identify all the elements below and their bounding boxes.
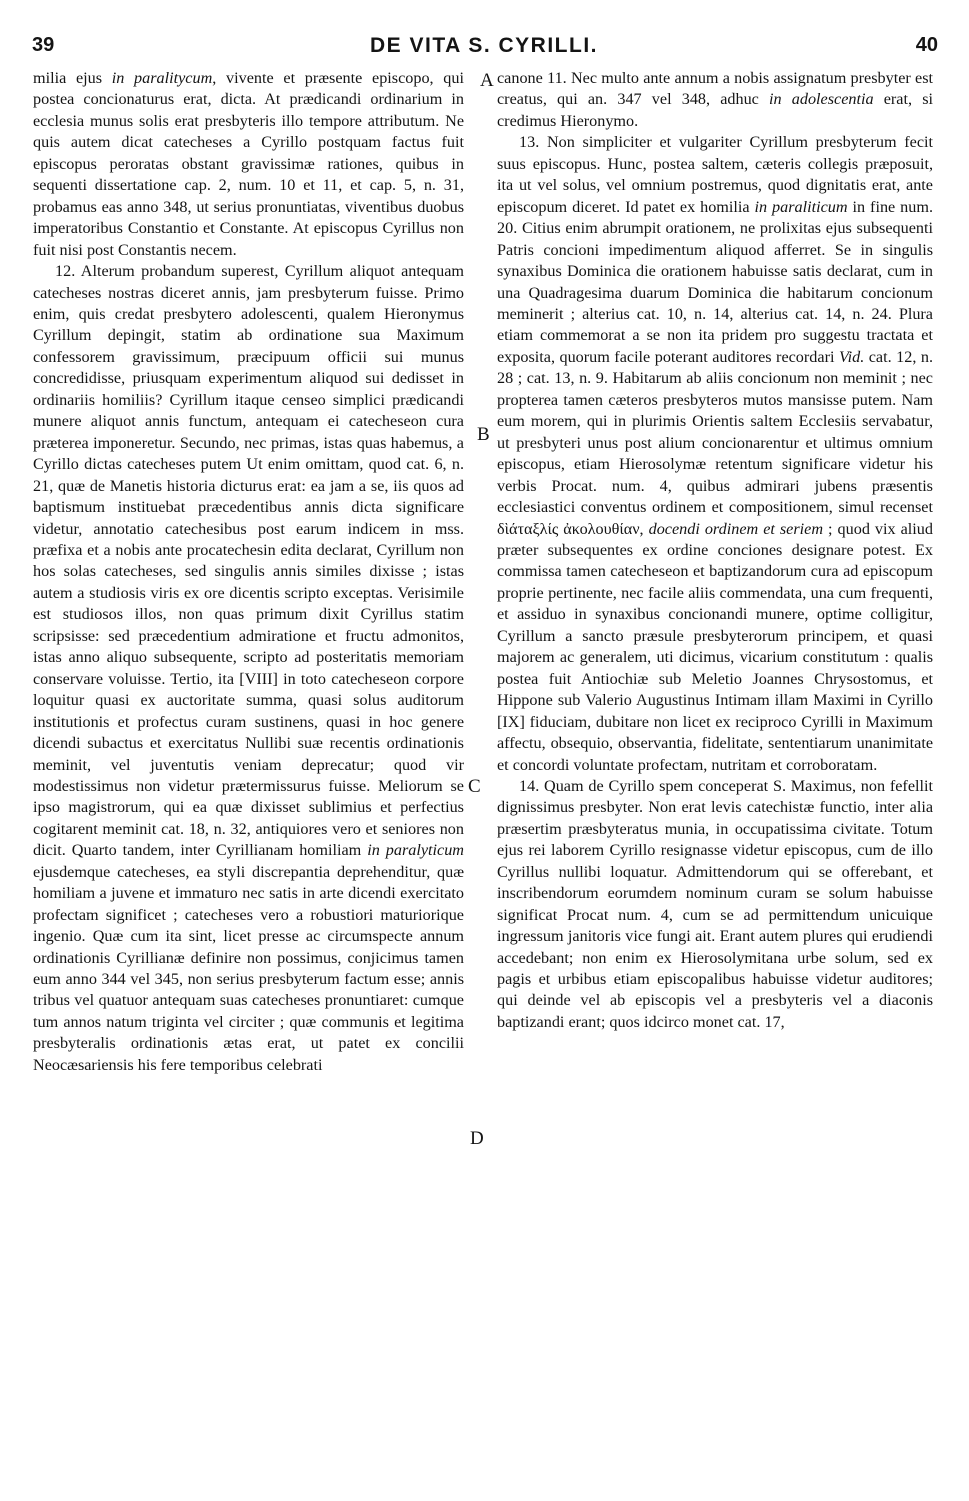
paragraph-14 [497,776,933,1033]
italic-title: in paralitycum [111,69,213,87]
text-segment: 14. Quam de Cyrillo spem conceperat S. Maximus, non fefellit dignissimus presbyter. Non erat levis catechistæ functio, inter alia præsertim præsbyteratus munia, in occupatissima civitate. Totum ejus rei laborem Cyrillo resignasse videtur episcopus, cum de illo Cyrillus nullibi loquatur. Admittendorum qui se offerebant, et inscribendorum eorumdem nominum curam se solum habuisse significat Procat num. 4, cum se ad permittendum unicuique ingressum janitoris vice fungi ait. Erant autem plures qui erudiendi accedebant; non enim ex Hierosolymitana urbe solum, sed ex pagis et urbibus etiam episcopalibus habuisse videtur auditores; qui deinde vel ab episcopis vel a presbyteris vel a diaconis baptizandi erant; quos idcirco monet cat. 17, [497,776,933,1031]
left-column [33,68,464,1076]
right-column [497,68,933,1033]
margin-marker-b: B [477,424,490,445]
paragraph-13 [497,132,933,776]
paragraph-continued [33,68,464,261]
text-segment: in fine num. 20. Citius enim abrumpit orationem, ne prolixitas ejus subsequenti Patris concioni impedimentum aliquod afferret. Se in singulis synaxibus Dominica die orationem habuisse satis declarat, cum in una Quadragesima duarum Dominica die habitarum concionum meminerit ; alterius cat. 10, n. 14, alterius cat. 14, n. 24. Plura etiam commemorat a se non ita pridem pro suggestu tractata et exposita, quorum facile poterant auditores recordari [497,197,933,366]
text-segment: 12. Alterum probandum superest, Cyrillum aliquot antequam catecheses nostras diceret annis, jam presbyterum fuisse. Primo enim, quis credat presbytero adolescenti, qualem Hieronymus Cyrillum depingit, statim ab ordinatione sua Maximum confessorem gravissimum, præcipuum officii sui munus concredidisse, priusquam experimentum aliquod sui dedisset in ordinariis homiliis? Cyrillum itaque censeo simplici prædicandi munere aliquot annis functum, antequam ei catecheseon cura præterea imponeretur. Secundo, nec primas, istas quas habemus, a Cyrillo dictas catecheses putem Ut enim omittam, quod cat. 6, n. 21, quæ de Manetis historia dicturus erat: ea jam a se, iis quos ad baptismum instituebat præcedentibus annis dicta significare videtur, annotatio catechesibus post earum indicem in mss. præfixa et a nobis ante procatechesin edita declarat, Cyrillum non hos solas catecheses, sed singulis annis similes dixisse ; istas autem a studiosis viris ex ore dicentis scripto exceptas. Verisimile est studiosos illos, non quas primum dixit Cyrillus statim scripsisse: sed præcedentium admiratione et fructu admonitos, istas anno aliquo subsequente, scripto ad posteritatis memoriam conservare voluisse. Tertio, ita [VIII] in toto catecheseon corpore loquitur quasi ex auctoritate summa, quasi solus auditorum institutionis et profectus curam sustinens, quasi in hoc genere dicendi subactus et exercitatus Nullibi suæ recentis ordinationis meminit, vel juventutis veniam deprecatur; quod vir modestissimus non videtur prætermissurus fuisse. Meliorum se ipso magistrorum, qui ea quæ dixisset sublimius et perfectius cogitarent meminit cat. 18, n. 32, antiquiores vero et seniores non dicit. Quarto tandem, inter Cyrillianam homiliam [33,262,464,860]
italic-reference: Vid. [838,347,865,366]
text-segment: 13. Non simpliciter et vulgariter Cyrillum presbyterum fecit suus episcopus. Hunc, postea saltem, cæteris collegis præposuit, ita ut vel solus, vel omnium postremus, quod dignitatis erat, ante episcopum diceret. Id patet ex homilia [497,133,933,216]
text-segment: ; quod vix aliud præter subsequentes ex ordine conciones designare potest. Ex commissa tamen catecheseon et baptizandorum cura ad episcopum proprie pertinente, nec facile aliis commendata, una cum frequenti, et assiduo in synaxibus concionandi munere, optime colligitur, Cyrillum a sancto præsule presbyterorum principem, et quasi majorem ac generalem, uti dicimus, vicarium constitutum : qualis postea fuit Antiochiæ sub Meletio Joannes Chrysostomus, et Hippone sub Valerio Augustinus Intimam illam Maximi in Cyrillo [IX] fiduciam, dubitare non licet ex reciproco Cyrilli in Maximum affectu, obsequio, observantia, fidelitate, sententiarum unanimitate et concordi voluntate profectam, nutritam et corroboratam. [497,519,933,774]
text-segment: cat. 12, n. 28 ; cat. 13, n. 9. Habitarum ab aliis concionum non meminit ; nec propterea tamen cæteros presbyteros mutos mansisse putem. Nam eum morem, qui in plurimis Orientis saltem Ecclesiis servabatur, ut presbyteri unus post alium concionarentur et ultimus omnium episcopus, etiam Hierosolymæ retentum significare videtur his verbis Procat. num. 4, quibus admirari jubens præsentis ecclesiastici conventus ordinem et compositionem, simul recenset δὶάταξλίς ἀκολουθίαν, [497,347,933,538]
running-title: DE VITA S. CYRILLI. [369,34,598,57]
paragraph-continued [497,68,933,132]
italic-title: in paralyticum [367,841,464,860]
paragraph-12 [33,261,464,1076]
margin-marker-a: A [480,70,494,91]
text-segment: milia ejus [33,69,112,87]
text-segment: , vivente et præsente episcopo, qui postea concionaturus erat, dicta. At prædicandi ordinarium in ecclesia munus solis erat presbyteris illo tempore attributum. Ne quis autem dicat catecheses a Cyrillo postquam factus fuit episcopus peroratas obstant gravissimæ rationes, quibus in sequenti dissertatione cap. 2, num. 10 et 11, et cap. 5, n. 31, probamus eas anno 348, ut serius pronuntiatas, viventibus duobus imperatoribus Constantio et Constante. At episcopus Cyrillus non fuit nisi post Constantis necem. [33,69,464,259]
page-number-left: 39 [32,34,55,56]
italic-phrase: docendi ordinem et seriem [648,519,824,538]
margin-marker-c: C [468,776,481,797]
text-segment: canone 11. Nec multo ante annum a nobis assignatum presbyter est creatus, qui an. 347 vel 348, adhuc [497,69,933,109]
italic-title: in paraliticum [754,197,848,216]
text-segment: ejusdemque catecheses, ea styli discrepantia deprehenditur, quæ homiliam a juvene et immaturo nec satis in arte dicendi exercitato profectam significet ; catecheses vero a robustiori maturiorique ingenio. Quæ cum ita sint, licet presse ac circumspecte annum ordinationis Cyrillianæ definire non possimus, conjicimus tamen eum anno 344 vel 345, non serius presbyterum factum esse; annis tribus vel quatuor antequam suas catecheses pronuntiaret: cumque tum annos natum triginta vel circiter ; quæ communis et legitima presbyteralis ordinationis ætas erat, ut patet ex concilii Neocæsariensis his fere temporibus celebrati [33,862,464,1074]
margin-marker-d: D [470,1128,484,1149]
text-segment: erat, si credimus Hieronymo. [497,90,933,130]
italic-phrase: in adolescentia [769,90,874,109]
page-number-right: 40 [915,34,938,56]
page-header [28,30,940,64]
